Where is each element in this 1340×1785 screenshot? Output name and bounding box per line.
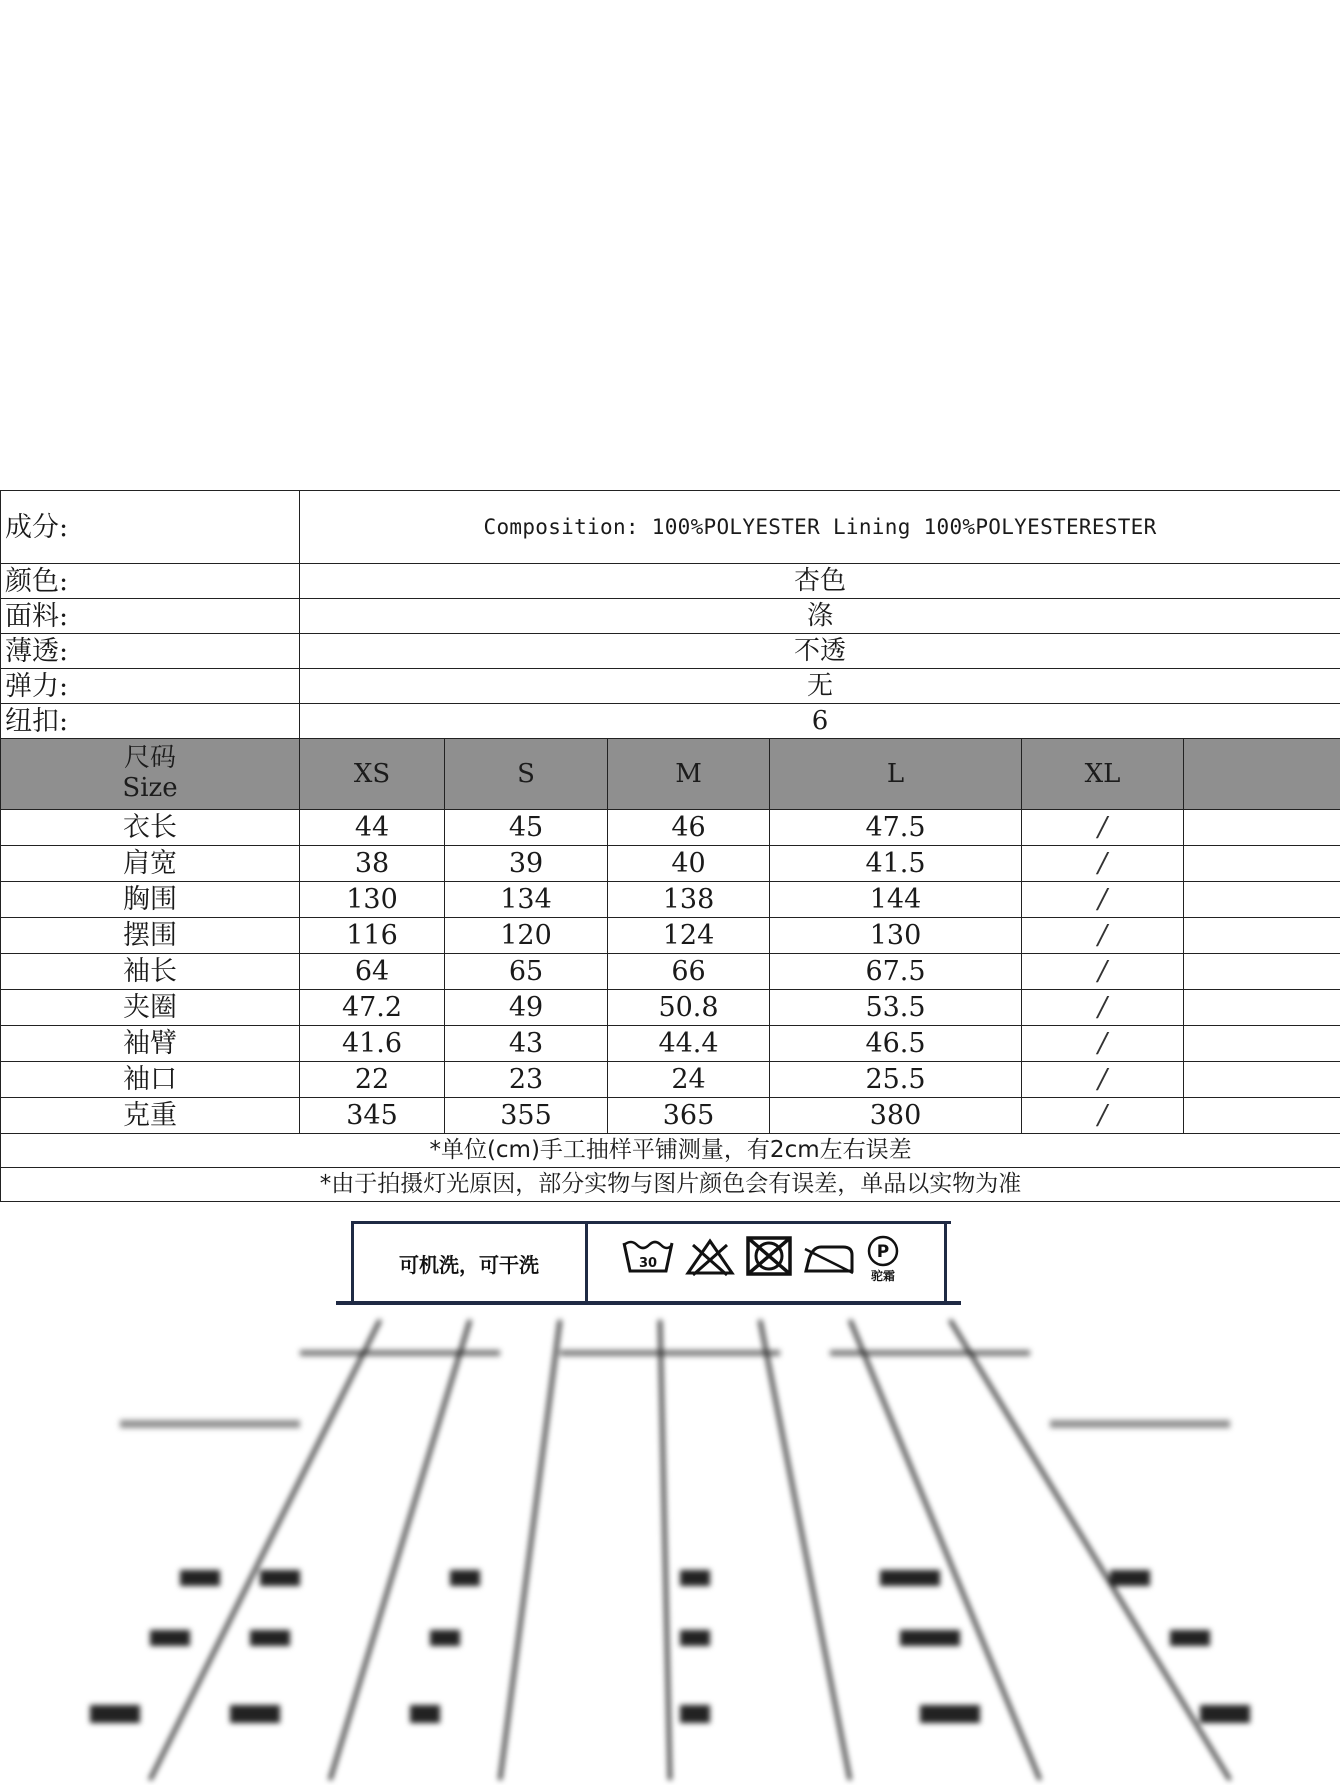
note-row (1, 1134, 1340, 1168)
measurement-name: 胸围 (1, 882, 300, 918)
size-column-header: XS (300, 739, 445, 810)
measurement-value: 130 (770, 918, 1022, 954)
empty-cell (1184, 882, 1340, 918)
info-value: 无 (300, 669, 1340, 704)
info-value: 6 (300, 704, 1340, 739)
info-label: 面料: (1, 599, 300, 634)
empty-cell (1184, 1062, 1340, 1098)
size-column-header: M (608, 739, 770, 810)
measurement-value: 380 (770, 1098, 1022, 1134)
measurement-value: 67.5 (770, 954, 1022, 990)
info-label: 薄透: (1, 634, 300, 669)
size-header-row (1, 739, 1340, 810)
info-value: 涤 (300, 599, 1340, 634)
measurement-name: 夹圈 (1, 990, 300, 1026)
measurement-value: 44 (300, 810, 445, 846)
info-row (1, 564, 1340, 599)
measurement-value: / (1022, 990, 1184, 1026)
measurement-value: 47.5 (770, 810, 1022, 846)
info-row (1, 634, 1340, 669)
care-wash-text: 可机洗，可干洗 (399, 1253, 539, 1277)
measurement-row (1, 954, 1340, 990)
care-frame-right (944, 1221, 947, 1303)
measurement-value: 41.6 (300, 1026, 445, 1062)
measurement-value: / (1022, 1098, 1184, 1134)
measurement-value: 24 (608, 1062, 770, 1098)
measurement-value: 41.5 (770, 846, 1022, 882)
measurement-row (1, 1098, 1340, 1134)
measurement-name: 袖长 (1, 954, 300, 990)
measurement-value: 345 (300, 1098, 445, 1134)
measurement-row (1, 882, 1340, 918)
info-label: 弹力: (1, 669, 300, 704)
composition-row (1, 491, 1340, 564)
empty-cell (1184, 990, 1340, 1026)
measurement-value: 65 (445, 954, 608, 990)
empty-cell (1184, 1098, 1340, 1134)
measurement-value: 44.4 (608, 1026, 770, 1062)
measurement-value: 22 (300, 1062, 445, 1098)
composition-label: 成分: (1, 491, 300, 564)
empty-cell (1184, 810, 1340, 846)
measurement-value: 130 (300, 882, 445, 918)
empty-cell (1184, 846, 1340, 882)
measurement-value: 144 (770, 882, 1022, 918)
measurement-value: 138 (608, 882, 770, 918)
care-label (351, 1221, 951, 1306)
measurement-value: 43 (445, 1026, 608, 1062)
measurement-name: 袖口 (1, 1062, 300, 1098)
measurement-row (1, 990, 1340, 1026)
info-value: 不透 (300, 634, 1340, 669)
measurement-name: 袖臂 (1, 1026, 300, 1062)
spec-table (0, 490, 1340, 1202)
measurement-value: / (1022, 810, 1184, 846)
no-bleach-icon (685, 1237, 735, 1281)
measurement-value: 124 (608, 918, 770, 954)
measurement-value: 365 (608, 1098, 770, 1134)
note-text: *由于拍摄灯光原因，部分实物与图片颜色会有误差，单品以实物为准 (1, 1168, 1340, 1202)
measurement-value: 39 (445, 846, 608, 882)
size-column-header: S (445, 739, 608, 810)
composition-value: Composition: 100%POLYESTER Lining 100%POLYESTERESTER (300, 491, 1340, 564)
measurement-value: 66 (608, 954, 770, 990)
measurement-value: 116 (300, 918, 445, 954)
measurement-value: / (1022, 954, 1184, 990)
empty-cell (1184, 918, 1340, 954)
size-header-cell (1, 739, 300, 810)
measurement-value: / (1022, 918, 1184, 954)
measurement-value: 25.5 (770, 1062, 1022, 1098)
measurement-name: 摆围 (1, 918, 300, 954)
note-text: *单位(cm)手工抽样平铺测量，有2cm左右误差 (1, 1134, 1340, 1168)
measurement-value: 46 (608, 810, 770, 846)
size-column-header: XL (1022, 739, 1184, 810)
iron-icon (803, 1241, 855, 1279)
measurement-row (1, 1062, 1340, 1098)
measurement-value: / (1022, 882, 1184, 918)
measurement-row (1, 810, 1340, 846)
info-row (1, 704, 1340, 739)
measurement-value: 40 (608, 846, 770, 882)
no-tumble-dry-icon (745, 1235, 793, 1281)
size-column-header: L (770, 739, 1022, 810)
perspective-decoration (0, 1310, 1340, 1785)
info-value: 杏色 (300, 564, 1340, 599)
measurement-name: 肩宽 (1, 846, 300, 882)
care-frame-left (351, 1221, 354, 1303)
measurement-name: 衣长 (1, 810, 300, 846)
measurement-value: 45 (445, 810, 608, 846)
empty-cell (1184, 954, 1340, 990)
info-label: 颜色: (1, 564, 300, 599)
measurement-value: 50.8 (608, 990, 770, 1026)
note-row (1, 1168, 1340, 1202)
measurement-value: 355 (445, 1098, 608, 1134)
measurement-value: 23 (445, 1062, 608, 1098)
measurement-value: 120 (445, 918, 608, 954)
care-frame-divider (585, 1221, 588, 1303)
measurement-value: 53.5 (770, 990, 1022, 1026)
info-row (1, 599, 1340, 634)
measurement-value: 134 (445, 882, 608, 918)
dry-clean-p-icon (861, 1235, 907, 1287)
measurement-value: / (1022, 1026, 1184, 1062)
wash-30-icon (621, 1237, 675, 1281)
measurement-value: / (1022, 1062, 1184, 1098)
dry-clean-caption: 驼霜 (870, 1269, 896, 1283)
measurement-value: 47.2 (300, 990, 445, 1026)
care-frame-bottom (336, 1301, 961, 1305)
size-header-en: Size (122, 773, 178, 803)
measurement-value: / (1022, 846, 1184, 882)
measurement-value: 38 (300, 846, 445, 882)
measurement-row (1, 918, 1340, 954)
measurement-value: 49 (445, 990, 608, 1026)
measurement-row (1, 846, 1340, 882)
empty-header-cell (1184, 739, 1340, 810)
measurement-value: 46.5 (770, 1026, 1022, 1062)
top-blank-area (0, 0, 1340, 490)
empty-cell (1184, 1026, 1340, 1062)
dry-clean-letter: P (876, 1242, 890, 1262)
care-frame-top (351, 1221, 951, 1224)
measurement-value: 64 (300, 954, 445, 990)
blurred-perspective-background (0, 1310, 1340, 1785)
wash-temperature: 30 (638, 1256, 658, 1271)
size-header-cn: 尺码 (123, 743, 176, 774)
info-row (1, 669, 1340, 704)
info-label: 纽扣: (1, 704, 300, 739)
measurement-row (1, 1026, 1340, 1062)
measurement-name: 克重 (1, 1098, 300, 1134)
